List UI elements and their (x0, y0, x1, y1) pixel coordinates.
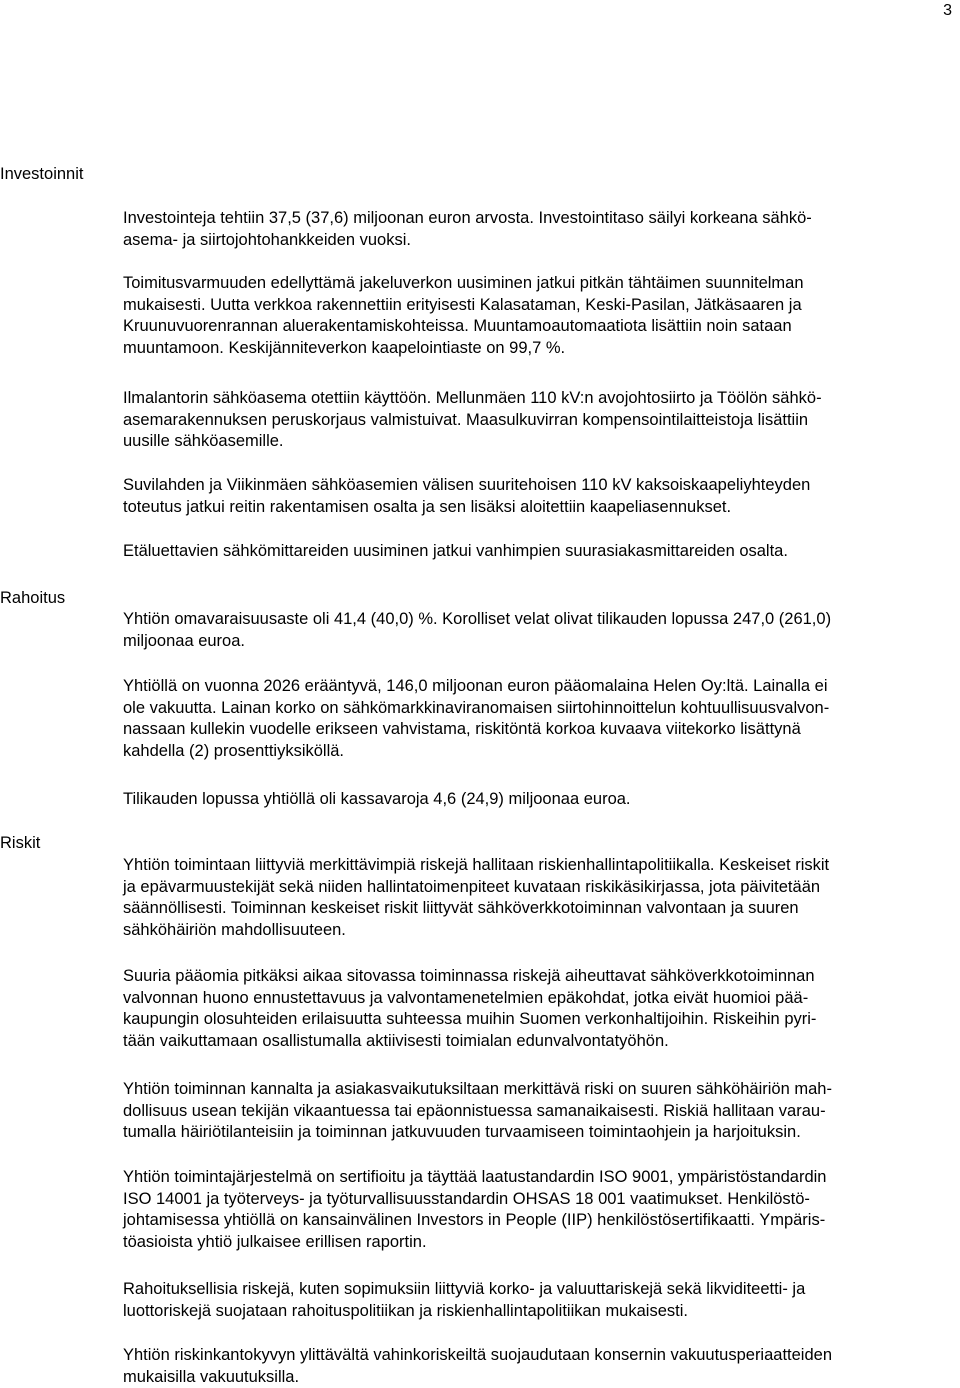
text-line: miljoonaa euroa. (123, 631, 245, 650)
text-line: tään vaikuttamaan osallistumalla aktiivisesti toimialan edunvalvontatyöhön. (123, 1032, 669, 1051)
text-line: uusille sähköasemille. (123, 432, 284, 451)
paragraph (123, 676, 955, 763)
text-line: Suuria pääomia pitkäksi aikaa sitovassa toiminnassa riskejä aiheuttavat sähköverkkotoiminnan (123, 967, 815, 985)
text-line: Investointeja tehtiin 37,5 (37,6) miljoonan euron arvosta. Investointitaso säilyi korkeana sähkö- (123, 209, 812, 227)
paragraph (123, 273, 955, 360)
text-line: ole vakuutta. Lainan korko on sähkömarkkinaviranomaisen siirtohinnoittelun kohtuullisuusvalvon- (123, 698, 830, 717)
text-line: asemarakennuksen peruskorjaus valmistuivat. Maasulkuvirran kompensointilaitteistoja lisättiin (123, 410, 809, 429)
text-line: toteutus jatkui reitin rakentamisen osalta ja sen lisäksi aloitettiin kaapeliasennukset. (123, 497, 732, 516)
text-line: Suvilahden ja Viikinmäen sähköasemien välisen suuritehoisen 110 kV kaksoiskaapeliyhteyden (123, 476, 811, 494)
text-line: Kruunuvuorenrannan aluerakentamiskohteissa. Muuntamoautomaatiota lisättiin noin sataan (123, 317, 792, 336)
paragraph (123, 966, 955, 1053)
paragraph (123, 1279, 955, 1322)
text-line: töasioista yhtiö julkaisee erillisen raportin. (123, 1233, 427, 1252)
paragraph (123, 1079, 955, 1144)
section-heading-rahoitus: Rahoitus (0, 589, 66, 607)
text-line: Yhtiön omavaraisuusaste oli 41,4 (40,0) %. Korolliset velat olivat tilikauden lopussa 247,0 (261,0) (123, 610, 832, 628)
paragraph (123, 789, 955, 811)
text-line: Yhtiön toimintajärjestelmä on sertifioitu ja täyttää laatustandardin ISO 9001, ympäristöstandardin (123, 1168, 827, 1186)
text-line: valvonnan huono ennustettavuus ja valvontamenetelmien epäkohdat, jotka eivät huomioi pää- (123, 988, 809, 1007)
text-line: Yhtiön riskinkantokyvyn ylittävältä vahinkoriskeiltä suojaudutaan konsernin vakuutusperiaatteiden (123, 1346, 832, 1364)
paragraph (123, 388, 955, 453)
section-heading-riskit: Riskit (0, 834, 41, 852)
paragraph (123, 609, 955, 652)
text-line: ISO 14001 ja työterveys- ja työturvallisuusstandardin OHSAS 18 001 vaatimukset. Henkilöstö- (123, 1189, 810, 1208)
text-line: luottoriskejä suojataan rahoituspolitiikan ja riskienhallintapolitiikan mukaisesti. (123, 1301, 688, 1320)
text-line: nassaan kullekin vuodelle erikseen vahvistama, riskitöntä korkoa kuvaava viitekorko lisättynä (123, 720, 801, 739)
text-line: muuntamoon. Keskijänniteverkon kaapelointiaste on 99,7 %. (123, 339, 566, 358)
text-line: mukaisesti. Uutta verkkoa rakennettiin erityisesti Kalasataman, Keski-Pasilan, Jätkäsaaren ja (123, 295, 802, 314)
paragraph (123, 208, 955, 251)
paragraph (123, 855, 955, 942)
text-line: Tilikauden lopussa yhtiöllä oli kassavaroja 4,6 (24,9) miljoonaa euroa. (123, 790, 631, 808)
paragraph (123, 541, 955, 563)
text-line: johtamisessa yhtiöllä on kansainvälinen Investors in People (IIP) henkilöstösertifikaatti. Ympäris- (123, 1211, 826, 1230)
text-line: Ilmalantorin sähköasema otettiin käyttöön. Mellunmäen 110 kV:n avojohtosiirto ja Töölön sähkö- (123, 389, 822, 407)
text-line: sähköhäiriön mahdollisuuteen. (123, 921, 346, 940)
text-line: kaupungin olosuhteiden erilaisuutta suhteessa muihin Suomen verkonhaltijoihin. Riskeihin pyri- (123, 1010, 817, 1029)
text-line: ja epävarmuustekijät sekä niiden hallintatoimenpiteet kuvataan riskikäsikirjassa, jota päivitetään (123, 877, 821, 896)
page-number: 3 (943, 2, 952, 19)
text-line: dollisuus usean tekijän vikaantuessa tai epäonnistuessa samanaikaisesti. Riskiä hallitaan varau- (123, 1101, 826, 1120)
paragraph (123, 1345, 955, 1388)
text-line: Rahoituksellisia riskejä, kuten sopimuksiin liittyviä korko- ja valuuttariskejä sekä likviditeetti- ja (123, 1280, 806, 1298)
text-line: Yhtiön toiminnan kannalta ja asiakasvaikutuksiltaan merkittävä riski on suuren sähköhäiriön mah- (123, 1080, 832, 1098)
text-line: Yhtiöllä on vuonna 2026 erääntyvä, 146,0 miljoonan euron pääomalaina Helen Oy:ltä. Lainalla ei (123, 677, 828, 695)
text-line: säännöllisesti. Toiminnan keskeiset riskit liittyvät sähköverkkotoiminnan valvontaan ja suuren (123, 899, 799, 918)
text-line: Etäluettavien sähkömittareiden uusiminen jatkui vanhimpien suurasiakasmittareiden osalta. (123, 542, 788, 560)
text-line: asema- ja siirtojohtohankkeiden vuoksi. (123, 230, 411, 249)
text-line: Yhtiön toimintaan liittyviä merkittävimpiä riskejä hallitaan riskienhallintapolitiikalla. Keskeiset riskit (123, 856, 830, 874)
text-line: kahdella (2) prosenttiyksiköllä. (123, 742, 345, 761)
paragraph (123, 475, 955, 518)
text-line: mukaisilla vakuutuksilla. (123, 1367, 300, 1386)
text-line: tumalla häiriötilanteisiin ja toiminnan jatkuvuuden turvaamiseen toimintaohjein ja harjoituksin. (123, 1123, 801, 1142)
section-heading-investoinnit: Investoinnit (0, 165, 84, 183)
text-line: Toimitusvarmuuden edellyttämä jakeluverkon uusiminen jatkui pitkän tähtäimen suunnitelman (123, 274, 804, 292)
paragraph (123, 1167, 955, 1254)
